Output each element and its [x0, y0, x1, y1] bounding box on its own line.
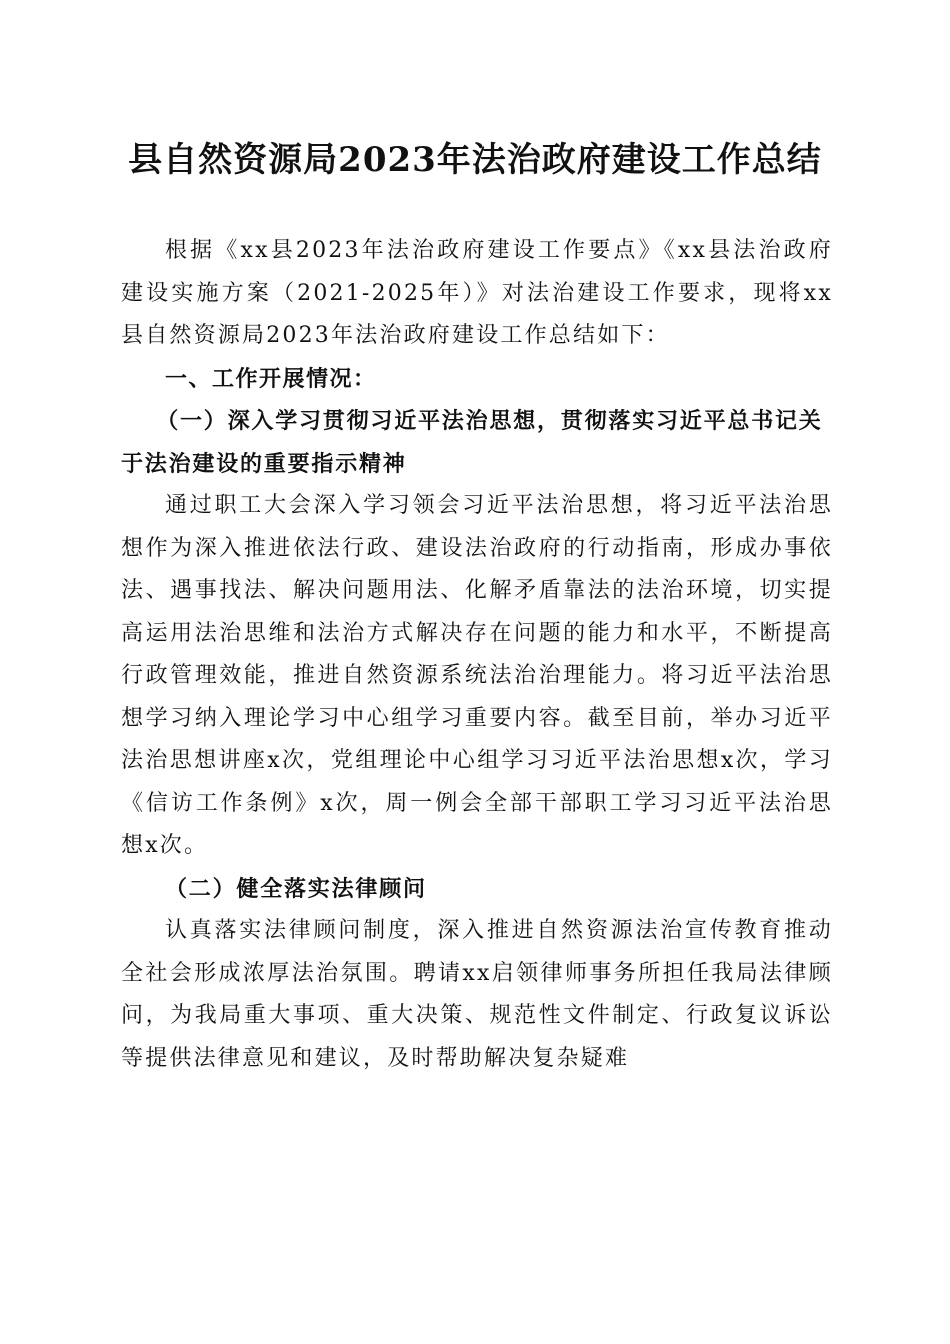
- document-title: 县自然资源局2023年法治政府建设工作总结: [128, 140, 822, 180]
- document-body: [121, 230, 833, 1080]
- intro-paragraph: 根据《xx县2023年法治政府建设工作要点》《xx县法治政府建设实施方案（2021-2025年）》对法治建设工作要求，现将xx县自然资源局2023年法治政府建设工作总结如下：: [121, 238, 833, 348]
- section-heading-work-progress: 一、工作开展情况：: [165, 365, 377, 392]
- subsection-heading-study-thought: （一）深入学习贯彻习近平法治思想，贯彻落实习近平总书记关于法治建设的重要指示精神: [121, 408, 823, 477]
- subsection-body-legal-advisor: 认真落实法律顾问制度，深入推进自然资源法治宣传教育推动全社会形成浓厚法治氛围。聘请xx启领律师事务所担任我局法律顾问，为我局重大事项、重大决策、规范性文件制定、行政复议诉讼等提供法律意见和建议，及时帮助解决复杂疑难: [121, 918, 833, 1071]
- subsection-body-study-thought: 通过职工大会深入学习领会习近平法治思想，将习近平法治思想作为深入推进依法行政、建设法治政府的行动指南，形成办事依法、遇事找法、解决问题用法、化解矛盾靠法的法治环境，切实提高运用法治思维和法治方式解决存在问题的能力和水平，不断提高行政管理效能，推进自然资源系统法治治理能力。将习近平法治思想学习纳入理论学习中心组学习重要内容。截至目前，举办习近平法治思想讲座x次，党组理论中心组学习习近平法治思想x次，学习《信访工作条例》x次，周一例会全部干部职工学习习近平法治思想x次。: [121, 493, 833, 858]
- subsection-heading-legal-advisor: （二）健全落实法律顾问: [165, 875, 427, 902]
